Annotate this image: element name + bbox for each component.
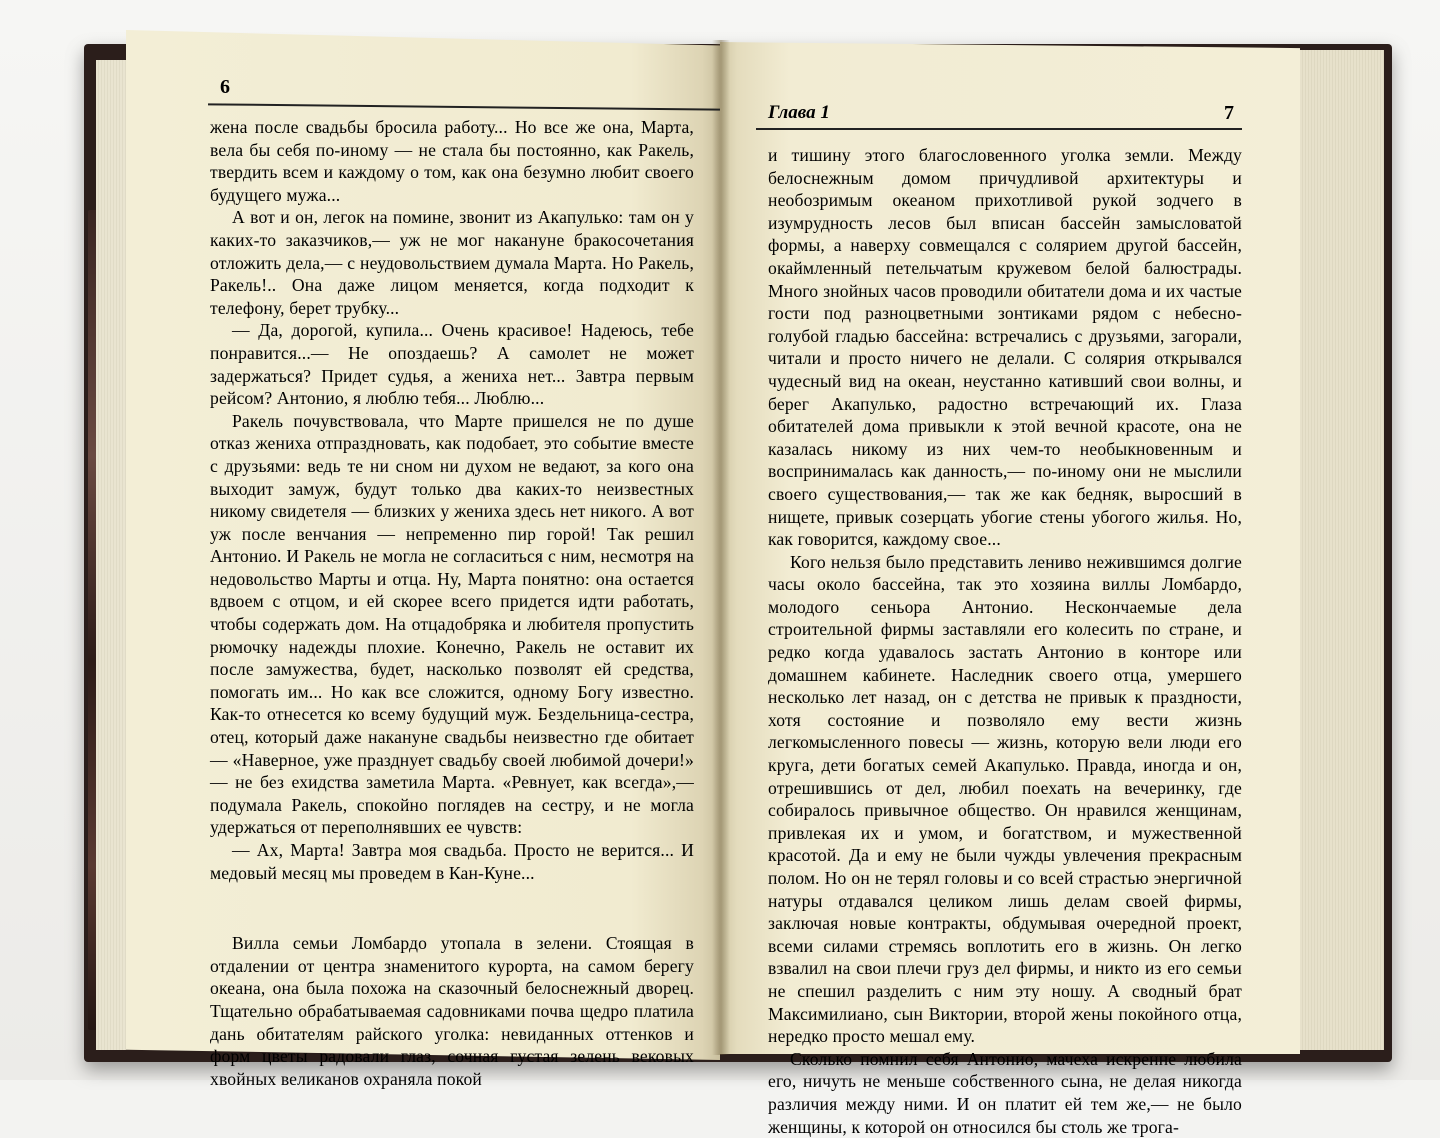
paragraph: Кого нельзя было представить лениво нежившимся долгие часы около бассейна, так это хозяина виллы Ломбардо, молодого сеньора Антонио. Нескончаемые дела строительной фирмы заставляли его колесить по стране, и редко когда удавалось застать Антонио в конторе или домашнем кабинете. Наследник своего отца, умершего несколько лет назад, он с детства не привык к праздности, хотя состояние и позволяло ему вести жизнь легкомысленного повесы — жизнь, которую вели люди его круга, дети богатых семей Акапулько. Правда, иногда и он, отрешившись от дел, любил поехать на вечеринку, где собиралось привычное общество. Он нравился женщинам, привлекая их и умом, и богатством, и мужественной красотой. Да и ему не были чужды увлечения прекрасным полом. Но он не терял головы и со всей страстью энергичной натуры отдавался целиком лишь делам своей фирмы, заключая новые контракты, обдумывая очередной проект, всеми силами стремясь воплотить его в жизнь. Он легко взвалил на свои плечи груз дел фирмы, и никто из его семьи не спешил разделить с ним эту ношу. А сводный брат Максимилиано, сын Виктории, второй жены покойного отца, нередко просто мешал ему. bbox=[768, 551, 1242, 1047]
paragraph: — Да, дорогой, купила... Очень красивое! Надеюсь, тебе понравится...— Не опоздаешь? А самолет не может задержаться? Придет судья, а жениха нет... Завтра первым рейсом? Антонио, я люблю тебя... Люблю... bbox=[210, 320, 694, 409]
right-page-number: 7 bbox=[1224, 102, 1234, 124]
page-edges-left bbox=[96, 60, 126, 1050]
page-edges-right bbox=[1300, 50, 1384, 1050]
paragraph: и тишину этого благословенного уголка земли. Между белоснежным домом причудливой архитектуры и необозримым океаном прихотливой рукой зодчего в изумрудность лесов был вписан бассейн замысловатой формы, а наверху совмещался с солярием другой бассейн, окаймленный петельчатым кружевом белой балюстрады. Много знойных часов проводили обитатели дома и их частые гости под разноцветными зонтиками рядом с небесно-голубой гладью бассейна: встречались с друзьями, загорали, читали и просто ничего не делали. С солярия открывался чудесный вид на океан, неустанно кативший свои волны, и берег Акапулько, радостно встречающий их. Глаза обитателей дома привыкли к этой вечной красоте, она не казалась никому из них чем-то необыкновенным и воспринималась как данность,— по-иному они не мыслили своего существования,— так же как бедняк, выросший в нищете, привык созерцать убогие стены убогого жилья. Но, как говорится, каждому свое... bbox=[768, 145, 1242, 550]
paragraph: А вот и он, легок на помине, звонит из Акапулько: там он у каких-то заказчиков,— уж не мог накануне бракосочетания отложить дела,— с неудовольствием думала Марта. Но Ракель, Ракель!.. Она даже лицом меняется, когда подходит к телефону, берет трубку... bbox=[210, 207, 694, 318]
right-header-rule bbox=[756, 128, 1242, 130]
section-break bbox=[210, 884, 694, 932]
paragraph: жена после свадьбы бросила работу... Но все же она, Марта, вела бы себя по-иному — не стала бы постоянно, как Ракель, твердить всем и каждому о том, как она безумно любит своего будущего мужа... bbox=[210, 117, 694, 205]
book-gutter bbox=[712, 40, 730, 1055]
right-page-text bbox=[768, 144, 1242, 1138]
paragraph: Ракель почувствовала, что Марте пришелся не по душе отказ жениха отпраздновать, как подобает, это событие вместе с друзьями: ведь те ни сном ни духом не ведают, за кого она выходит замуж, будут только два каких-то неизвестных никому свидетеля — близких у жениха здесь нет никого. А вот уж после венчания — непременно пир горой! Так решил Антонио. И Ракель не могла не согласиться с ним, несмотря на недовольство Марты и отца. Ну, Марта понятно: она остается вдвоем с отцом, и ей скорее всего придется идти работать, чтобы содержать дом. На отцадобряка и любителя пропустить рюмочку надежды плохие. Конечно, Ракель не оставит их после замужества, будет, насколько позволят ей средства, помогать им... Но как все сложится, одному Богу известно. Как-то отнесется ко всему будущий муж. Бездельница-сестра, отец, который даже накануне свадьбы неизвестно где обитает— «Наверное, уже празднует свадьбу своей любимой дочери!» — не без ехидства заметила Марта. «Ревнует, как всегда»,— подумала Ракель, спокойно поглядев на сестру, и не могла удержаться от переполнявших ее чувств: bbox=[210, 410, 694, 838]
paragraph: — Ах, Марта! Завтра моя свадьба. Просто не верится... И медовый месяц мы проведем в Кан-Куне... bbox=[210, 840, 694, 883]
left-page-number: 6 bbox=[220, 76, 230, 98]
paragraph: Вилла семьи Ломбардо утопала в зелени. Стоящая в отдалении от центра знаменитого курорта, на самом берегу океана, она была похожа на сказочный белоснежный дворец. Тщательно обрабатываемая садовниками почва щедро платила дань обитателям райского уголка: невиданных оттенков и форм цветы радовали глаз, сочная густая зелень вековых хвойных великанов охраняла покой bbox=[210, 933, 694, 1089]
left-page-text bbox=[210, 116, 694, 1090]
running-head: Глава 1 bbox=[768, 102, 830, 123]
paragraph: Сколько помнил себя Антонио, мачеха искренне любила его, ничуть не меньше собственного сына, не делая никогда различия между ними. И он платит ей тем же,— не было женщины, к которой он относился бы столь же трога- bbox=[768, 1048, 1242, 1137]
